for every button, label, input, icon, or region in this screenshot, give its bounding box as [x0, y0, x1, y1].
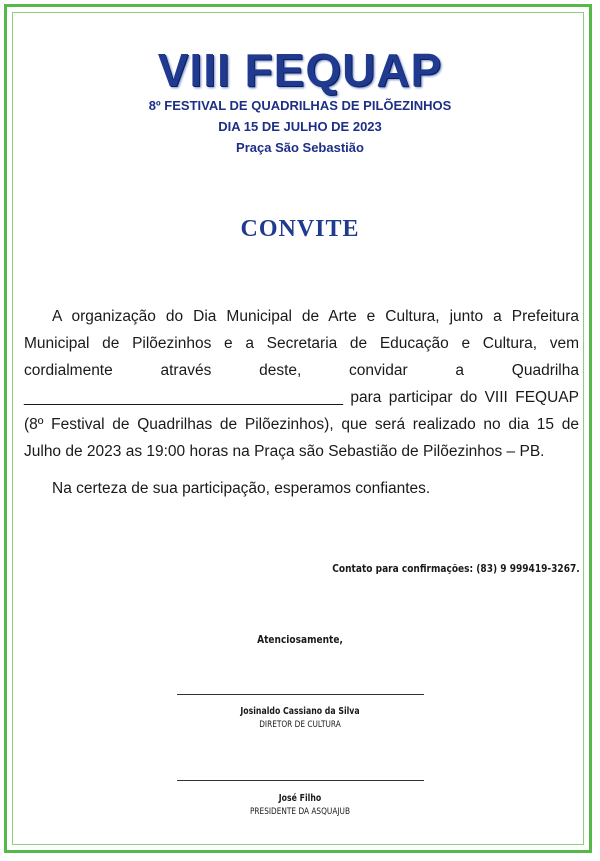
signatory-role: PRESIDENTE DA ASQUAJUB [249, 807, 351, 817]
regards-text: Atenciosamente, [257, 634, 343, 646]
festival-name: 8º FESTIVAL DE QUADRILHAS DE PILÕEZINHOS [148, 98, 452, 113]
event-date: DIA 15 DE JULHO DE 2023 [218, 119, 382, 134]
invitation-heading: CONVITE [240, 216, 360, 242]
event-location: Praça São Sebastião [236, 140, 364, 155]
invitation-body [24, 303, 579, 502]
signatory-role: DIRETOR DE CULTURA [259, 720, 341, 730]
contact-info: Contato para confirmações: (83) 9 999419-3267. [332, 563, 580, 575]
signatory-name: Josinaldo Cassiano da Silva [240, 706, 360, 717]
closing-sentence: Na certeza de sua participação, esperamos confiantes. [52, 480, 431, 497]
signature-line [177, 780, 424, 781]
signature-line [177, 694, 424, 695]
event-title-logo: VIII FEQUAP [157, 44, 443, 96]
invitation-paragraph: A organização do Dia Municipal de Arte e Cultura, junto a Prefeitura Municipal de Pilõezinhos e a Secretaria de Educação e Cultura, vem cordialmente através deste, convidar a Quadrilha _____________________________________ para participar do VIII FEQUAP (8º Festival de Quadrilhas de Pilõezinhos), que será realizado no dia 15 de Julho de 2023 as 19:00 horas na Praça são Sebastião de Pilõezinhos – PB. [24, 308, 579, 460]
signatory-name: José Filho [278, 793, 322, 804]
